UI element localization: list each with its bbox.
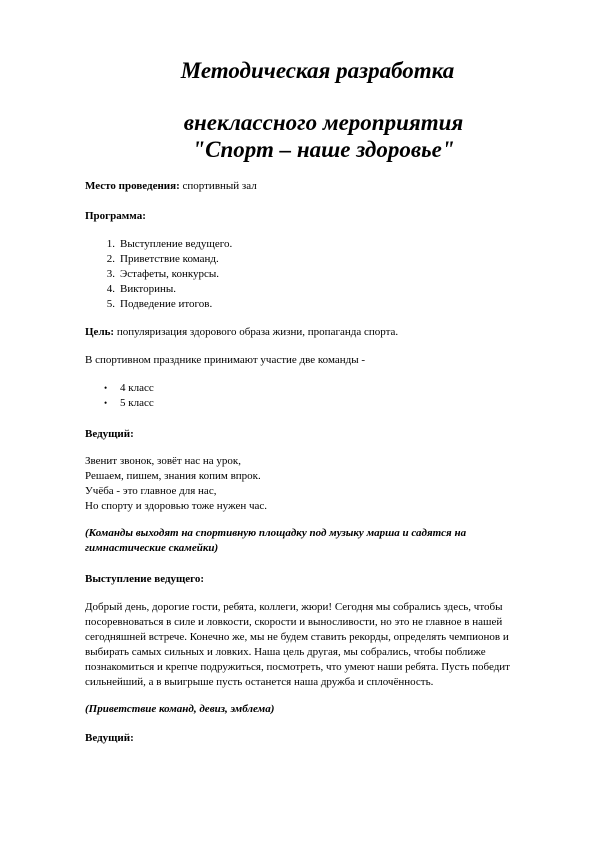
- list-item-text: Приветствие команд.: [120, 253, 219, 265]
- goal-value: популяризация здорового образа жизни, пропаганда спорта.: [114, 326, 399, 338]
- poem-line: Решаем, пишем, знания копим впрок.: [85, 470, 261, 482]
- title-line-1: Методическая разработка: [180, 58, 455, 83]
- list-item-text: Подведение итогов.: [120, 298, 213, 310]
- bullet-icon: •: [104, 398, 108, 408]
- list-item-text: Выступление ведущего.: [120, 238, 233, 250]
- list-item-text: Викторины.: [120, 283, 176, 295]
- list-number: 2.: [106, 253, 115, 265]
- poem-line: Учёба - это главное для нас,: [85, 485, 217, 497]
- list-number: 1.: [106, 238, 115, 250]
- speech-line: посоревноваться в силе и ловкости, скорости и выносливости, но это не главное в нашей: [85, 616, 503, 628]
- venue-line: [85, 179, 555, 194]
- speech-line: познакомиться и крепче подружиться, посмотреть, что умеют наши ребята. Пусть победит: [85, 661, 510, 673]
- host-label: Ведущий:: [85, 732, 134, 744]
- title-line-3: "Спорт – наше здоровье": [192, 137, 455, 162]
- program-label: Программа:: [85, 210, 146, 222]
- venue-value: спортивный зал: [179, 180, 257, 192]
- title-line-2: внеклассного мероприятия: [183, 110, 464, 135]
- goal-line: [85, 325, 555, 340]
- poem-line: Звенит звонок, зовёт нас на урок,: [85, 455, 241, 467]
- speech-line: сегодняшней встрече. Конечно же, мы не будем ставить рекорды, определять чемпионов и: [85, 631, 509, 643]
- stage-direction: (Приветствие команд, девиз, эмблема): [85, 703, 275, 715]
- poem-line: Но спорту и здоровью тоже нужен час.: [85, 500, 268, 512]
- list-item-text: 4 класс: [120, 382, 154, 394]
- list-item-text: Эстафеты, конкурсы.: [120, 268, 220, 280]
- stage-direction: гимнастические скамейки): [85, 542, 219, 554]
- goal-label: Цель:: [85, 326, 115, 338]
- speech-line: выбирать самых сильных и ловких. Наша цель другая, мы собрались, чтобы поближе: [85, 646, 486, 658]
- stage-direction: (Команды выходят на спортивную площадку под музыку марша и садятся на: [85, 527, 467, 539]
- list-number: 5.: [106, 298, 115, 310]
- host-label: Ведущий:: [85, 428, 134, 440]
- speech-line: сильнейший, а в выигрыше пусть останется наша дружба и сплочённость.: [85, 676, 434, 688]
- list-number: 4.: [106, 283, 115, 295]
- bullet-icon: •: [104, 383, 108, 393]
- list-item-text: 5 класс: [120, 397, 154, 409]
- speech-line: Добрый день, дорогие гости, ребята, коллеги, жюри! Сегодня мы собрались здесь, чтобы: [85, 601, 503, 613]
- teams-intro: В спортивном празднике принимают участие две команды -: [85, 354, 366, 366]
- venue-label: Место проведения:: [85, 180, 180, 192]
- speech-heading: Выступление ведущего:: [85, 573, 205, 585]
- list-number: 3.: [106, 268, 115, 280]
